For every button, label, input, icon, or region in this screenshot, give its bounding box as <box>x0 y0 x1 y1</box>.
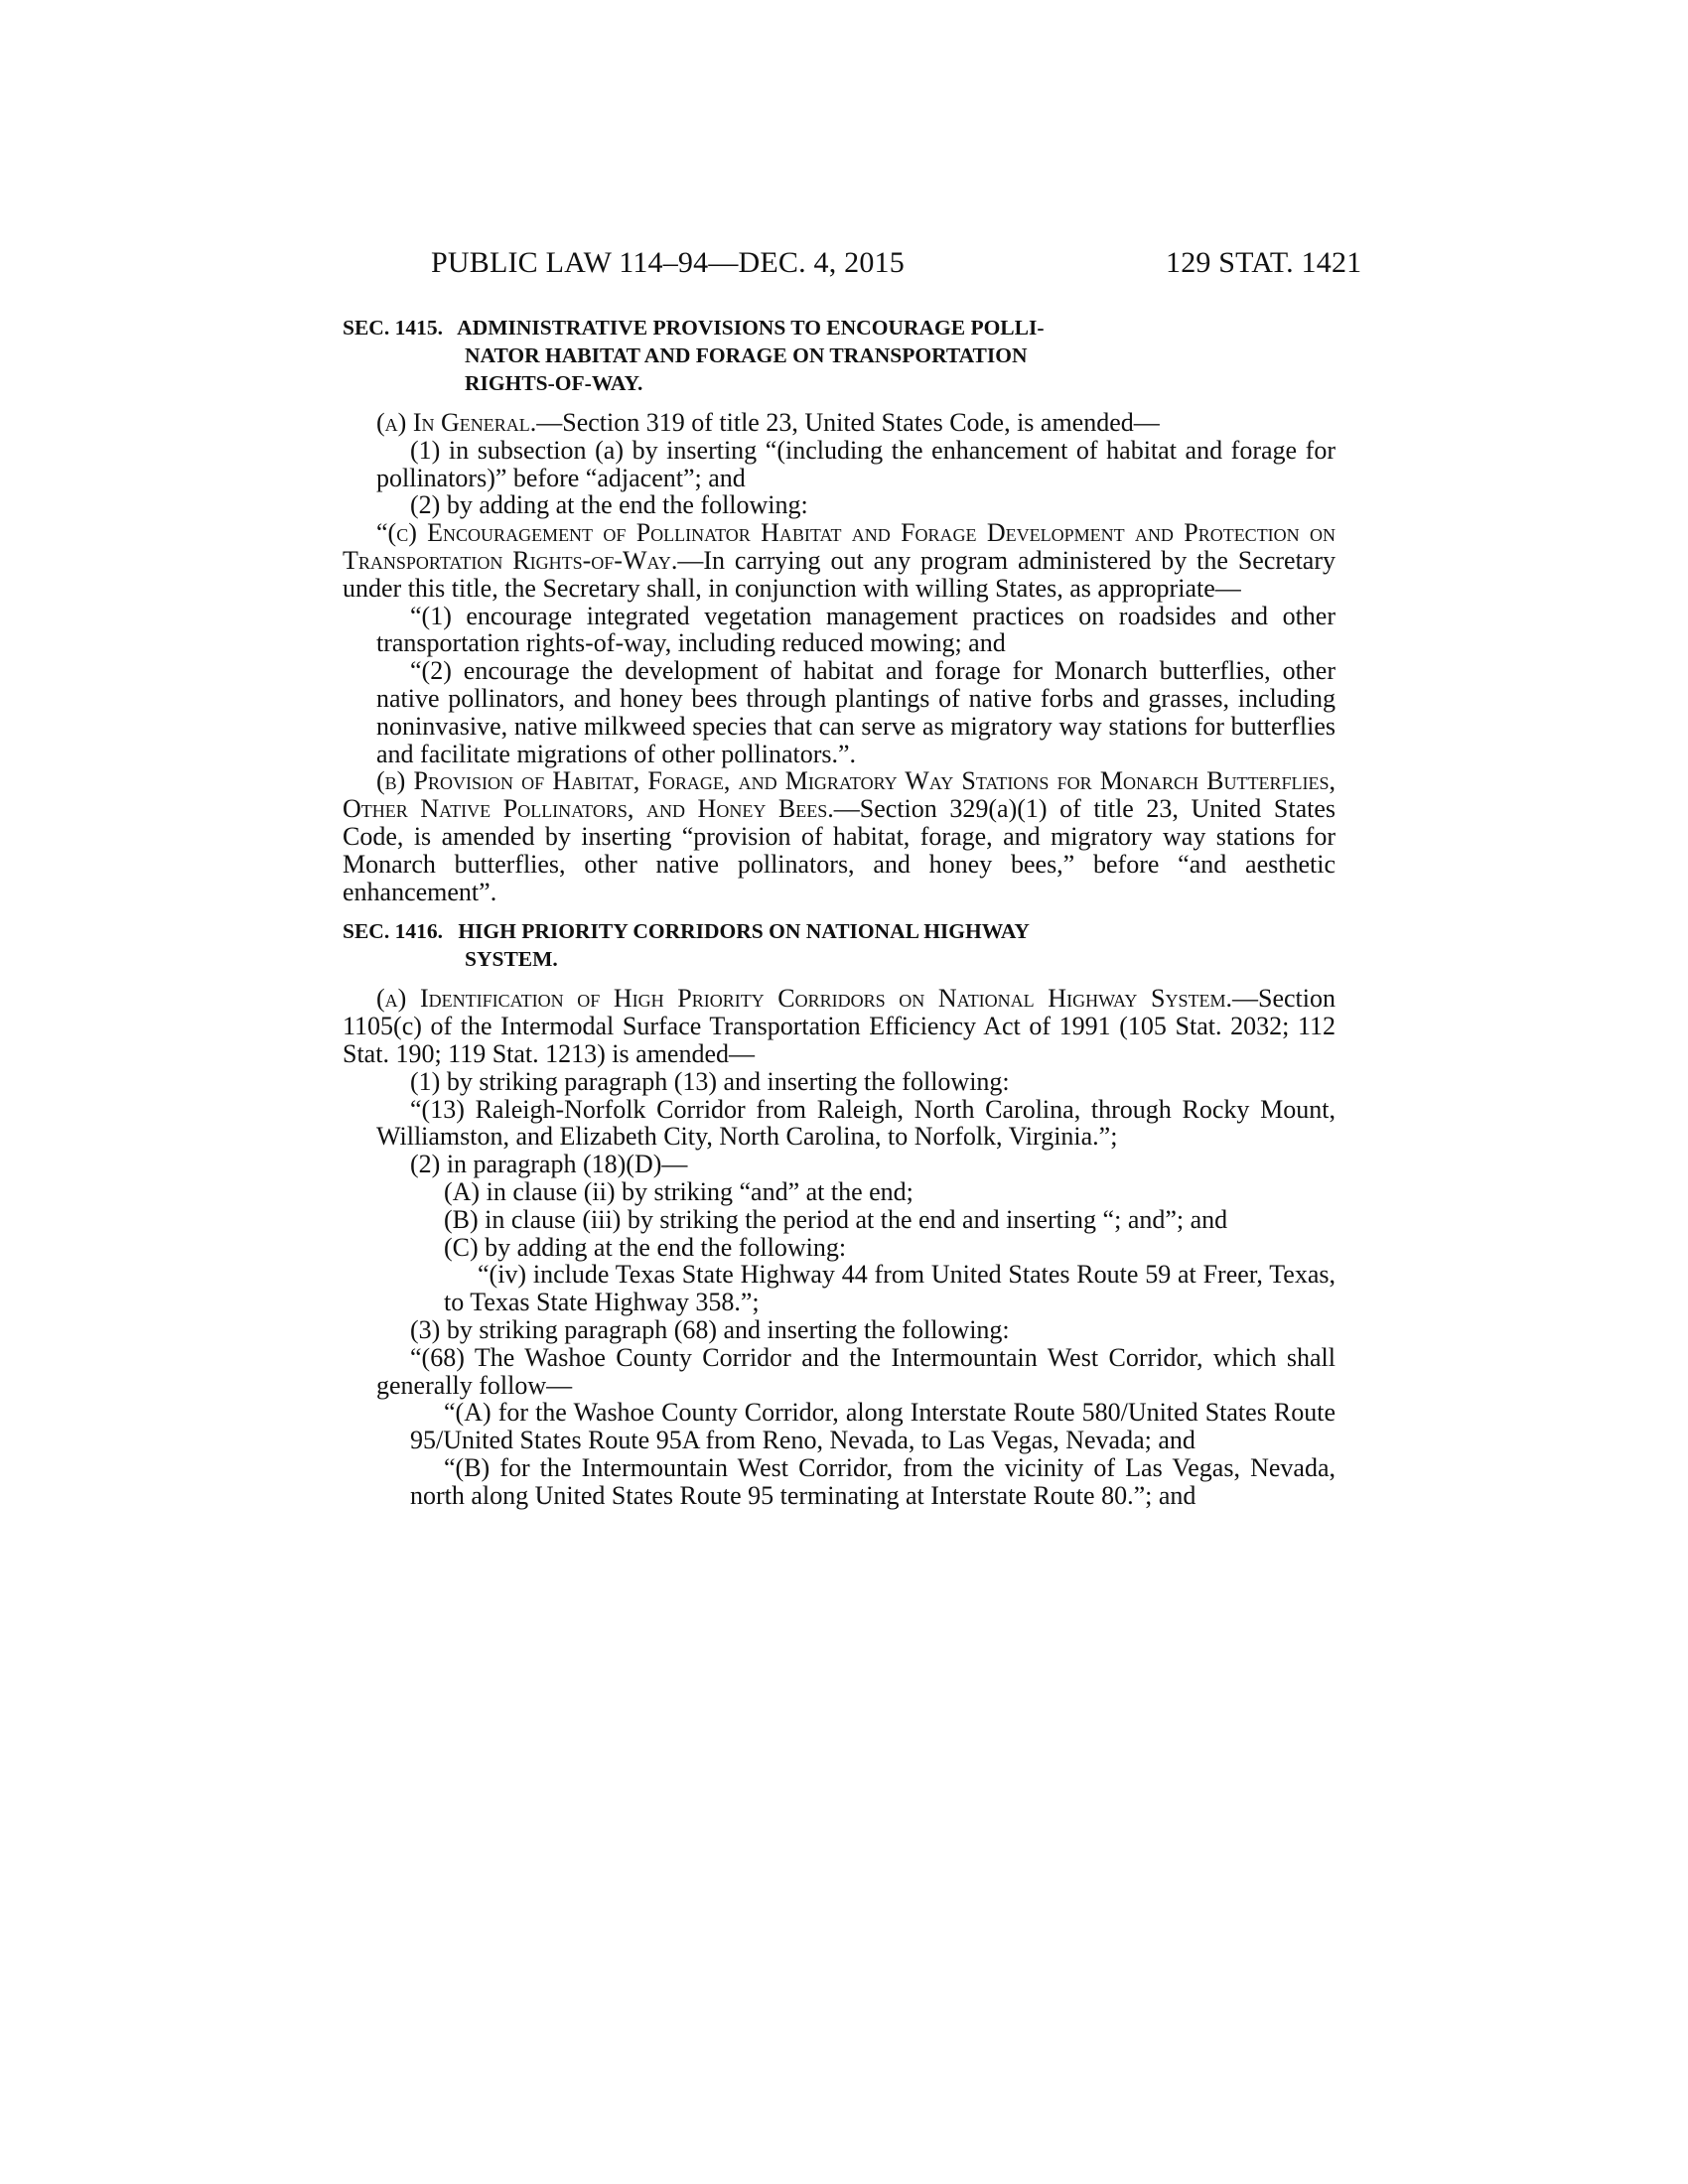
section-number: SEC. 1415. <box>343 316 443 340</box>
subsection-c <box>343 519 1336 602</box>
quoted-clause-iv: “(iv) include Texas State Highway 44 from United States Route 59 at Freer, Texas, to Texas State Highway 358.”; <box>444 1260 1336 1317</box>
paragraph-2: (2) by adding at the end the following: <box>410 490 808 520</box>
subsection-text: —Section 329(a)(1) of title 23, United States Code, is amended by inserting “provision of habitat, forage, and migratory way stations for Monarch butterflies, other native pollinators, and honey bees,” before “and aesthetic enhancement”. <box>343 794 1336 906</box>
section-title-line: RIGHTS-OF-WAY. <box>465 371 643 395</box>
paragraph-c1: “(1) encourage integrated vegetation management practices on roadsides and other transportation rights-of-way, including reduced mowing; and <box>376 601 1336 658</box>
subparagraph-A: (A) in clause (ii) by striking “and” at the end; <box>444 1176 914 1206</box>
stat-reference: 129 STAT. 1421 <box>1166 246 1362 279</box>
page-header <box>0 246 1688 286</box>
subsection-heading: (b) Provision of Habitat, Forage, and Migratory Way Stations for Monarch Butterflies, Other Native Pollinators, and Honey Bees. <box>343 766 1336 824</box>
paragraph-1: (1) by striking paragraph (13) and inserting the following: <box>410 1066 1010 1096</box>
paragraph-3: (3) by striking paragraph (68) and inserting the following: <box>410 1314 1010 1344</box>
paragraph-c2: “(2) encourage the development of habitat and forage for Monarch butterflies, other native pollinators, and honey bees through plantings of native forbs and grasses, including noninvasive, native milkweed species that can serve as migratory way stations for butterflies and facilitate migrations of other pollinators.”. <box>376 656 1336 768</box>
quoted-subparagraph-B: “(B) for the Intermountain West Corridor, from the vicinity of Las Vegas, Nevada, north along United States Route 95 terminating at Interstate Route 80.”; and <box>410 1452 1336 1510</box>
subsection-heading: (a) Identification of High Priority Corridors on National Highway System. <box>376 984 1232 1014</box>
section-title-line: SYSTEM. <box>465 947 558 972</box>
law-title: PUBLIC LAW 114–94—DEC. 4, 2015 <box>431 246 905 279</box>
quoted-subparagraph-A: “(A) for the Washoe County Corridor, along Interstate Route 580/United States Route 95/United States Route 95A from Reno, Nevada, to Las Vegas, Nevada; and <box>410 1398 1336 1455</box>
subsection-heading: “(c) Encouragement of Pollinator Habitat and Forage Development and Protection on Transportation Rights-of-Way. <box>343 518 1336 575</box>
section-1415-heading <box>343 314 1336 397</box>
paragraph-2: (2) in paragraph (18)(D)— <box>410 1150 688 1179</box>
quoted-paragraph-68: “(68) The Washoe County Corridor and the Intermountain West Corridor, which shall generally follow— <box>376 1342 1336 1400</box>
subsection-text: —Section 1105(c) of the Intermodal Surface Transportation Efficiency Act of 1991 (105 Stat. 2032; 112 Stat. 190; 119 Stat. 1213) is amended— <box>343 984 1336 1068</box>
document-body <box>343 314 1336 1509</box>
subsection-heading: (a) In General. <box>376 408 537 437</box>
section-1416-heading <box>343 917 1336 973</box>
subsection-a <box>343 985 1336 1067</box>
section-number: SEC. 1416. <box>343 919 443 944</box>
section-title-line: NATOR HABITAT AND FORAGE ON TRANSPORTATION <box>465 343 1028 367</box>
section-title-line: ADMINISTRATIVE PROVISIONS TO ENCOURAGE POLLI- <box>457 316 1045 340</box>
subsection-text: —Section 319 of title 23, United States Code, is amended— <box>536 408 1160 437</box>
subparagraph-B: (B) in clause (iii) by striking the period at the end and inserting “; and”; and <box>444 1204 1228 1234</box>
section-title-line: HIGH PRIORITY CORRIDORS ON NATIONAL HIGHWAY <box>458 919 1030 944</box>
subsection-a <box>343 409 1336 437</box>
subsection-b <box>343 767 1336 905</box>
subparagraph-C: (C) by adding at the end the following: <box>444 1232 847 1262</box>
subsection-text: —In carrying out any program administered by the Secretary under this title, the Secretary shall, in conjunction with willing States, as appropriate— <box>343 545 1336 603</box>
paragraph-1: (1) in subsection (a) by inserting “(including the enhancement of habitat and forage for pollinators)” before “adjacent”; and <box>376 435 1336 492</box>
quoted-paragraph-13: “(13) Raleigh-Norfolk Corridor from Raleigh, North Carolina, through Rocky Mount, Williamston, and Elizabeth City, North Carolina, to Norfolk, Virginia.”; <box>376 1094 1336 1152</box>
